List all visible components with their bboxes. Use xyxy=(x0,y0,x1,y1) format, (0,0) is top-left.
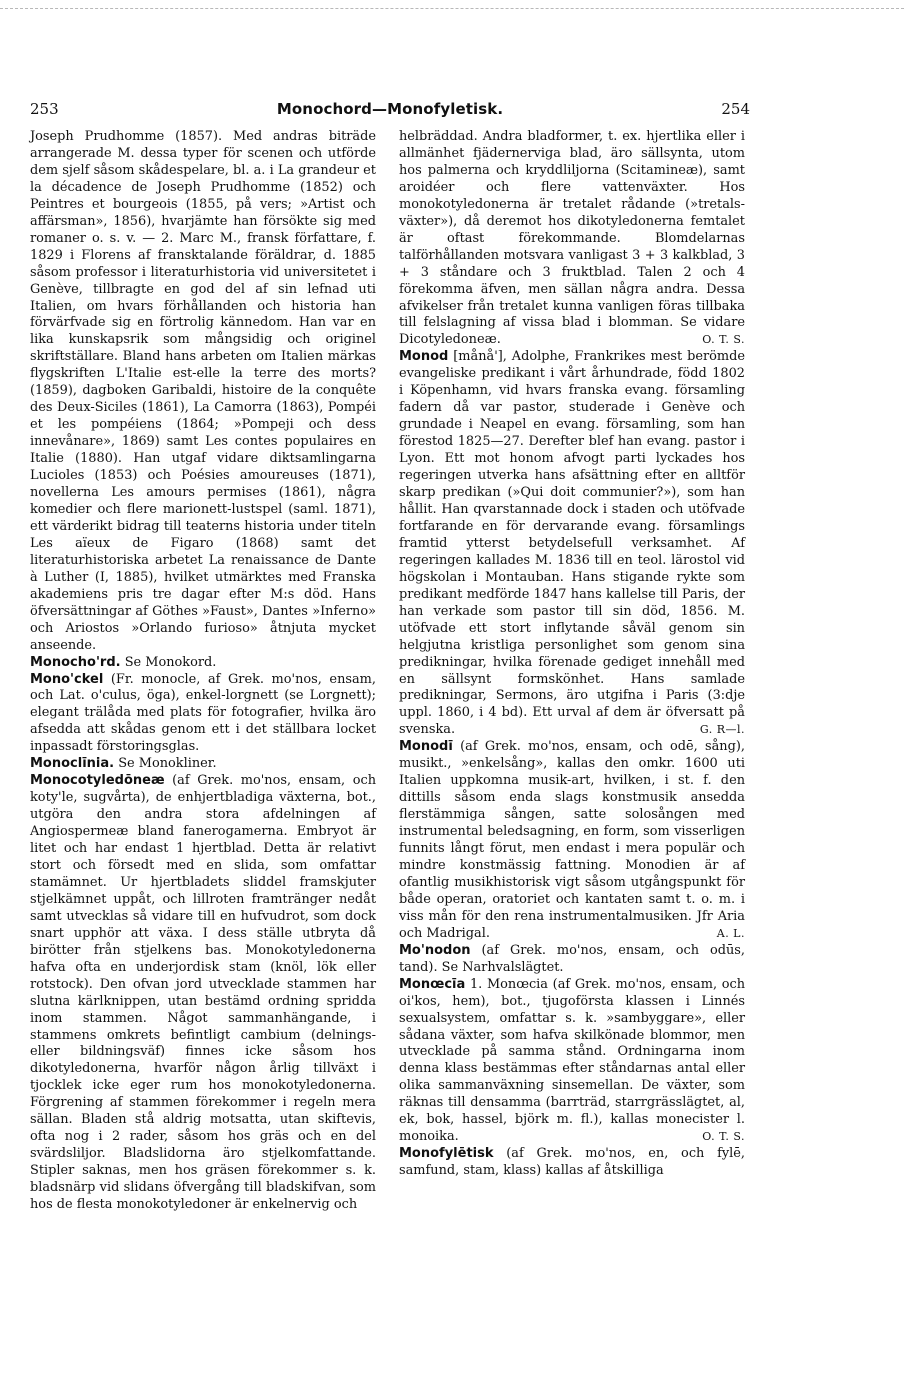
page-header xyxy=(30,100,750,124)
entry-headword: Monocho'rd. xyxy=(30,654,121,670)
entry-text: [månå'], Adolphe, Frankrikes mest berömde evangeliske predikant i vårt århundrade, född 1802 i Köpenhamn, vid hvars franska evang. församling fadern då var pastor, studerade i Genève och grundade i Neapel en evang. församling, som han förestod 1825—27. Derefter blef han evang. pastor i Lyon. Ett mot honom afvogt parti lyckades hos regeringen utverka hans afsättning efter en alltför skarp predikan (»Qui doit communier?»), som han hållit. Han qvarstannade dock i staden och utöfvade fortfarande en för dervarande evang. församlings framtid ytterst betydelsefull verksamhet. Af regeringen kallades M. 1836 till en teol. lärostol vid högskolan i Montauban. Hans stigande rykte som predikant medförde 1847 hans kallelse till Paris, der han verkade som pastor till sin död, 1856. M. utöfvade ett stort inflytande såväl genom sin helgjutna kristliga personlighet som genom sina predikningar, hvilka förenade gediget innehåll med en sällsynt formskönhet. Hans samlade predikningar, Sermons, äro utgifna i Paris (3:dje uppl. 1860, i 4 bd). Ett urval af dem är öfversatt på svenska. xyxy=(399,349,745,738)
entry-text: helbräddad. Andra bladformer, t. ex. hjertlika eller i allmänhet fjädernerviga blad, äro sällsynta, utom hos palmerna och kryddliljorna (Scitamineæ), samt aroidéer och flere vattenväxter. Hos monokotyledonerna är tretalet rådande (»tretals-växter»), då deremot hos dikotyledonerna femtalet är oftast förekommande. Blomdelarnas talförhållanden motsvara vanligast 3 + 3 kalkblad, 3 + 3 ståndare och 3 fruktblad. Talen 2 och 4 förekomma äfven, men sällan några andra. Dessa afvikelser från tretalet kunna vanligen föras tillbaka till felslagning af vissa blad i blomman. Se vidare Dicotyledoneæ. xyxy=(399,129,745,348)
page-number-left: 253 xyxy=(30,100,59,118)
entry-headword: Monodī xyxy=(399,739,453,755)
entry xyxy=(30,672,376,757)
entry-headword: Monod xyxy=(399,349,449,365)
entry xyxy=(399,739,745,942)
entry-headword: Monoclīnia. xyxy=(30,756,115,772)
entry-text: (af Grek. mo'nos, ensam, och odūs, tand). Se Narhvalslägtet. xyxy=(399,942,745,975)
entry-text: Se Monokord. xyxy=(124,654,217,670)
author-signature: G. R—l. xyxy=(699,723,745,737)
entry xyxy=(399,977,745,1147)
entry xyxy=(30,129,376,655)
right-column xyxy=(399,129,745,1180)
entry-text: Joseph Prudhomme (1857). Med andras biträde arrangerade M. dessa typer för scenen och utförde dem sjelf såsom skådespelare, bl. a. i La grandeur et la décadence de Joseph Prudhomme (1852) och Peintres et bourgeois (1855, på vers; »Artist och affärsman», 1856), hvarjämte han försökte sig med romaner o. s. v. — 2. Marc M., fransk författare, f. 1829 i Florens af fransktalande föräldrar, d. 1885 såsom professor i literaturhistoria vid universitetet i Genève, tillbragte en god del af sin lefnad uti Italien, om hvars förhållanden och historia han förvärfvade sig en förtrolig kännedom. Han var en lika kunskapsrik som mångsidig och originel skriftställare. Bland hans arbeten om Italien märkas flygskriften L'Italie est-elle la terre des morts? (1859), dagboken Garibaldi, histoire de la conquête des Deux-Siciles (1861), La Camorra (1863), Pompéi et les pompéiens (1864; »Pompeji och dess innevånare», 1869) samt Les contes populaires en Italie (1880). Han utgaf vidare diktsamlingarna Lucioles (1853) och Poésies amoureuses (1871), novellerna Les amours permises (1861), några komedier och flere marionett-lustspel (saml. 1871), ett värderikt bidrag till teaterns historia under titeln Les aïeux de Figaro (1868) samt det literaturhistoriska arbetet La renaissance de Dante à Luther (I, 1885), hvilket utmärktes med Franska akademiens pris tre dagar efter M:s död. Hans öfversättningar af Göthes »Faust», Dantes »Inferno» och Ariostos »Orlando furioso» åtnjuta mycket anseende. xyxy=(30,129,376,653)
entry xyxy=(399,1146,745,1180)
entry-text: (af Grek. mo'nos, ensam, och odē, sång), musikt., »enkelsång», kallas den omkr. 1600 uti Italien uppkomna musik-art, hvilken, i st. f. den dittills såsom enda slags konstmusik ansedda flerstämmiga sången, satte solosången med instrumental beledsagning, en form, som visserligen funnits långt förut, men endast i mera populär och mindre konstmässig fattning. Monodien är af ofantlig musikhistorisk vigt såsom utgångspunkt för både operan, oratoriet och kantaten samt t. o. m. i viss mån för den rena instrumentalmusiken. Jfr Aria och Madrigal. xyxy=(399,739,745,941)
page-number-right: 254 xyxy=(721,100,750,118)
entry xyxy=(399,943,745,977)
entry-headword: Monocotyledōneæ xyxy=(30,773,165,789)
entry xyxy=(399,129,745,349)
entry-headword: Monofylētisk xyxy=(399,1146,494,1162)
author-signature: O. T. S. xyxy=(702,1130,745,1144)
entry xyxy=(30,655,376,672)
author-signature: A. L. xyxy=(716,926,745,940)
entry-text: (Fr. monocle, af Grek. mo'nos, ensam, och Lat. o'culus, öga), enkel-lorgnett (se Lorgnett); elegant trälåda med plats för fotografier, hvilka äro afsedda att skådas genom ett i det ställbara locket inpassadt förstoringsglas. xyxy=(30,671,376,755)
author-signature: O. T. S. xyxy=(702,333,745,347)
entry xyxy=(30,773,376,1214)
entry xyxy=(30,756,376,773)
entry-text: Se Monokliner. xyxy=(118,756,217,772)
entry-headword: Mono'ckel xyxy=(30,671,104,687)
running-title: Monochord—Monofyletisk. xyxy=(276,100,504,118)
left-column xyxy=(30,129,376,1214)
entry-headword: Mo'nodon xyxy=(399,942,471,958)
top-scan-rule xyxy=(0,8,904,9)
entry-headword: Monœcīa xyxy=(399,976,466,992)
entry xyxy=(399,349,745,739)
entry-text: (af Grek. mo'nos, en, och fylē, samfund, stam, klass) kallas af åtskilliga xyxy=(399,1146,745,1179)
entry-text: (af Grek. mo'nos, ensam, och koty'le, sugvårta), de enhjertbladiga växterna, bot., utgöra den andra stora afdelningen af Angiospermeæ bland fanerogamerna. Embryot är litet och har endast 1 hjertblad. Detta är relativt stort och försedt med en slida, som omfattar stamämnet. Ur hjertbladets sliddel framskjuter stjelkämnet uppåt, och lillroten framtränger nedåt samt utvecklas så vidare till en hufvudrot, som dock snart upphör att växa. I dess ställe utbryta då birötter från stjelkens bas. Monokotyledonerna hafva ofta en underjordisk stam (knöl, lök eller rotstock). Den ofvan jord utvecklade stammen har slutna kärlknippen, utan bestämd ordning spridda inom stammen. Något sammanhängande, i stammens omkrets befintligt cambium (delnings- eller bildningsväf) finnes icke såsom hos dikotyledonerna, hvarför någon årlig tillväxt i tjocklek icke eger rum hos monokotyledonerna. Förgrening af stammen förekommer i regeln mera sällan. Bladen stå aldrig motsatta, utan skiftevis, ofta nog i 2 rader, såsom hos gräs och en del svärdsliljor. Bladslidorna äro stjelkomfattande. Stipler saknas, men hos gräsen förekommer s. k. bladsnärp vid slidans öfvergång till bladskifvan, som hos de flesta monokotyledoner är enkelnervig och xyxy=(30,773,376,1213)
entry-text: 1. Monœcia (af Grek. mo'nos, ensam, och oi'kos, hem), bot., tjugoförsta klassen i Linnés sexualsystem, omfattar s. k. »sambyggare», eller sådana växter, som hafva skilkönade blommor, men utvecklade på samma stånd. Ordningarna inom denna klass bestämmas efter ståndarnas antal eller olika sammanväxning sinsemellan. De växter, som räknas till densamma (barrträd, starrgrässlägtet, al, ek, bok, hassel, björk m. fl.), kallas monecister l. monoika. xyxy=(399,976,745,1145)
